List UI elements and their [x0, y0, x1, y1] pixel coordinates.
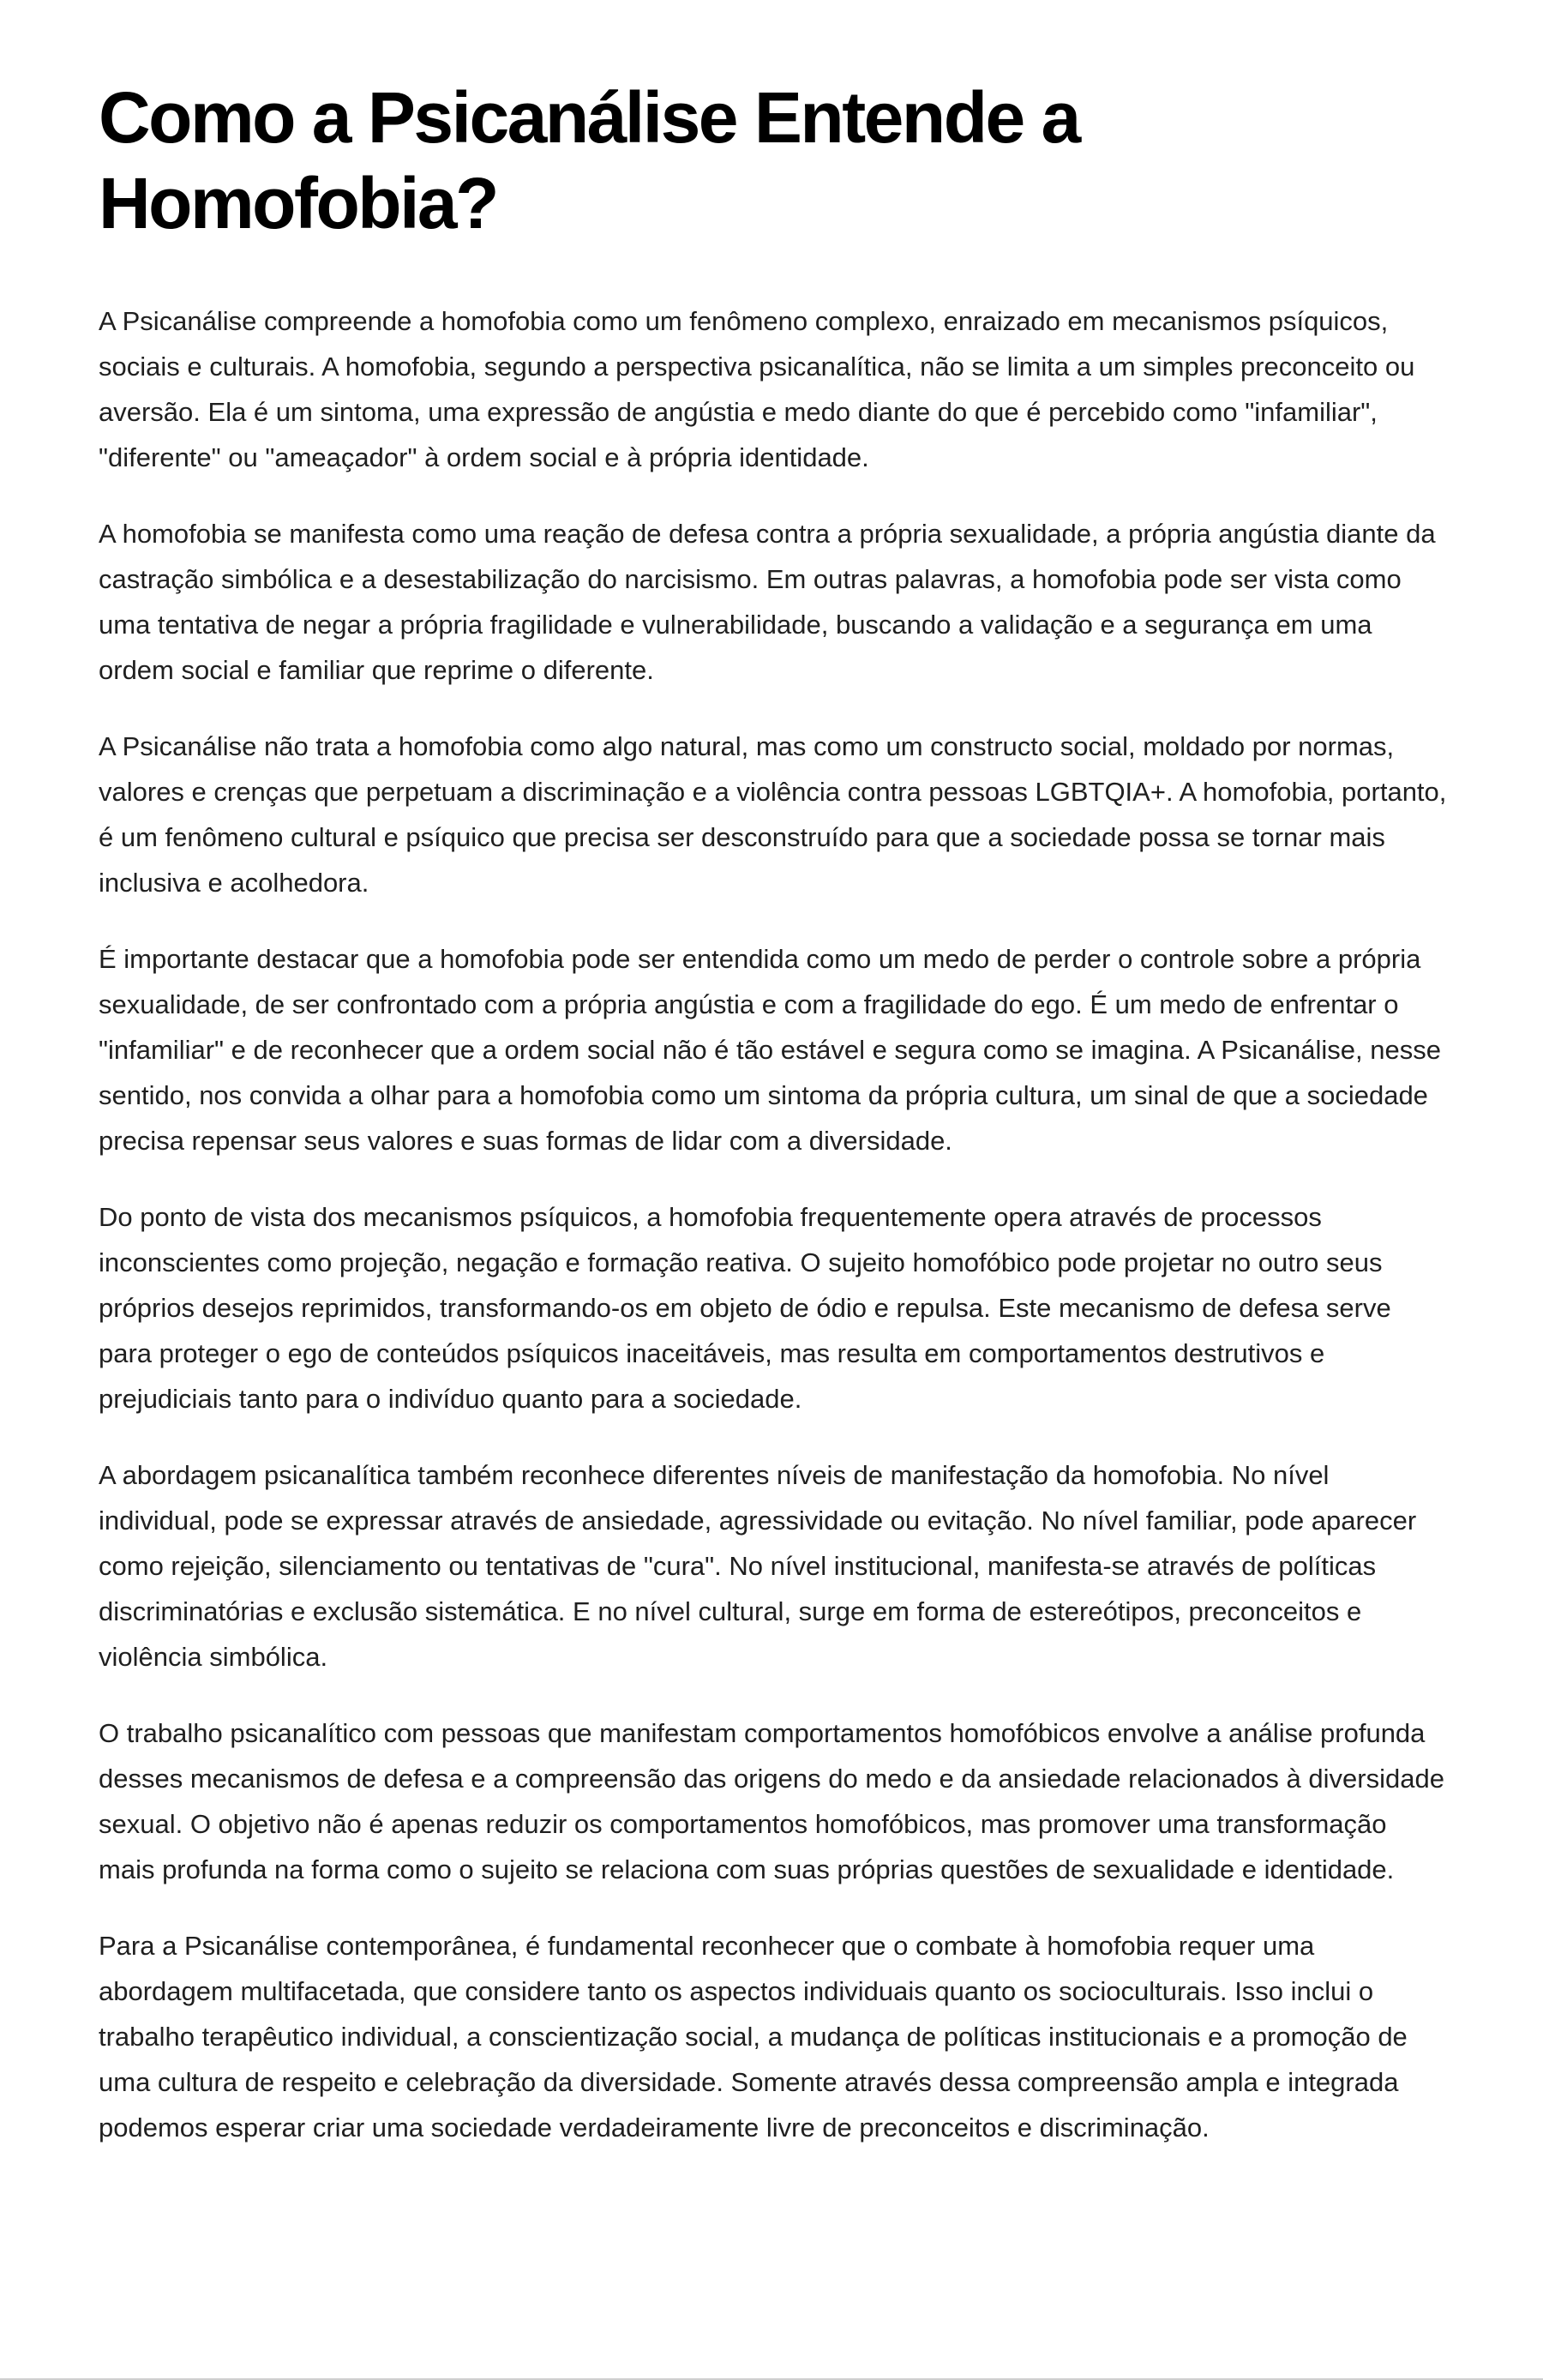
article-body: [99, 298, 1449, 2150]
paragraph: É importante destacar que a homofobia pode ser entendida como um medo de perder o controle sobre a própria sexualidade, de ser confrontado com a própria angústia e com a fragilidade do ego. É um medo de enfrentar o "infamiliar" e de reconhecer que a ordem social não é tão estável e segura como se imagina. A Psicanálise, nesse sentido, nos convida a olhar para a homofobia como um sintoma da própria cultura, um sinal de que a sociedade precisa repensar seus valores e suas formas de lidar com a diversidade.: [99, 943, 1441, 1156]
paragraph: A Psicanálise não trata a homofobia como algo natural, mas como um constructo social, moldado por normas, valores e crenças que perpetuam a discriminação e a violência contra pessoas LGBTQIA+. A homofobia, portanto, é um fenômeno cultural e psíquico que precisa ser desconstruído para que a sociedade possa se tornar mais inclusiva e acolhedora.: [99, 730, 1447, 898]
paragraph: A Psicanálise compreende a homofobia como um fenômeno complexo, enraizado em mecanismos psíquicos, sociais e culturais. A homofobia, segundo a perspectiva psicanalítica, não se limita a um simples preconceito ou aversão. Ela é um sintoma, uma expressão de angústia e medo diante do que é percebido como "infamiliar", "diferente" ou "ameaçador" à ordem social e à própria identidade.: [99, 305, 1415, 472]
paragraph: A abordagem psicanalítica também reconhece diferentes níveis de manifestação da homofobia. No nível individual, pode se expressar através de ansiedade, agressividade ou evitação. No nível familiar, pode aparecer como rejeição, silenciamento ou tentativas de "cura". No nível institucional, manifesta-se através de políticas discriminatórias e exclusão sistemática. E no nível cultural, surge em forma de estereótipos, preconceitos e violência simbólica.: [99, 1459, 1417, 1672]
paragraph: O trabalho psicanalítico com pessoas que manifestam comportamentos homofóbicos envolve a análise profunda desses mecanismos de defesa e a compreensão das origens do medo e da ansiedade relacionados à diversidade sexual. O objetivo não é apenas reduzir os comportamentos homofóbicos, mas promover uma transformação mais profunda na forma como o sujeito se relaciona com suas próprias questões de sexualidade e identidade.: [99, 1717, 1444, 1884]
page-title: Como a Psicanálise Entende a Homofobia?: [99, 77, 1079, 243]
paragraph: Para a Psicanálise contemporânea, é fundamental reconhecer que o combate à homofobia requer uma abordagem multifacetada, que considere tanto os aspectos individuais quanto os socioculturais. Isso inclui o trabalho terapêutico individual, a conscientização social, a mudança de políticas institucionais e a promoção de uma cultura de respeito e celebração da diversidade. Somente através dessa compreensão ampla e integrada podemos esperar criar uma sociedade verdadeiramente livre de preconceitos e discriminação.: [99, 1930, 1408, 2143]
paragraph: Do ponto de vista dos mecanismos psíquicos, a homofobia frequentemente opera através de processos inconscientes como projeção, negação e formação reativa. O sujeito homofóbico pode projetar no outro seus próprios desejos reprimidos, transformando-os em objeto de ódio e repulsa. Este mecanismo de defesa serve para proteger o ego de conteúdos psíquicos inaceitáveis, mas resulta em comportamentos destrutivos e prejudiciais tanto para o indivíduo quanto para a sociedade.: [99, 1201, 1391, 1414]
paragraph: A homofobia se manifesta como uma reação de defesa contra a própria sexualidade, a própria angústia diante da castração simbólica e a desestabilização do narcisismo. Em outras palavras, a homofobia pode ser vista como uma tentativa de negar a própria fragilidade e vulnerabilidade, buscando a validação e a segurança em uma ordem social e familiar que reprime o diferente.: [99, 518, 1436, 685]
article: [99, 75, 1449, 2181]
